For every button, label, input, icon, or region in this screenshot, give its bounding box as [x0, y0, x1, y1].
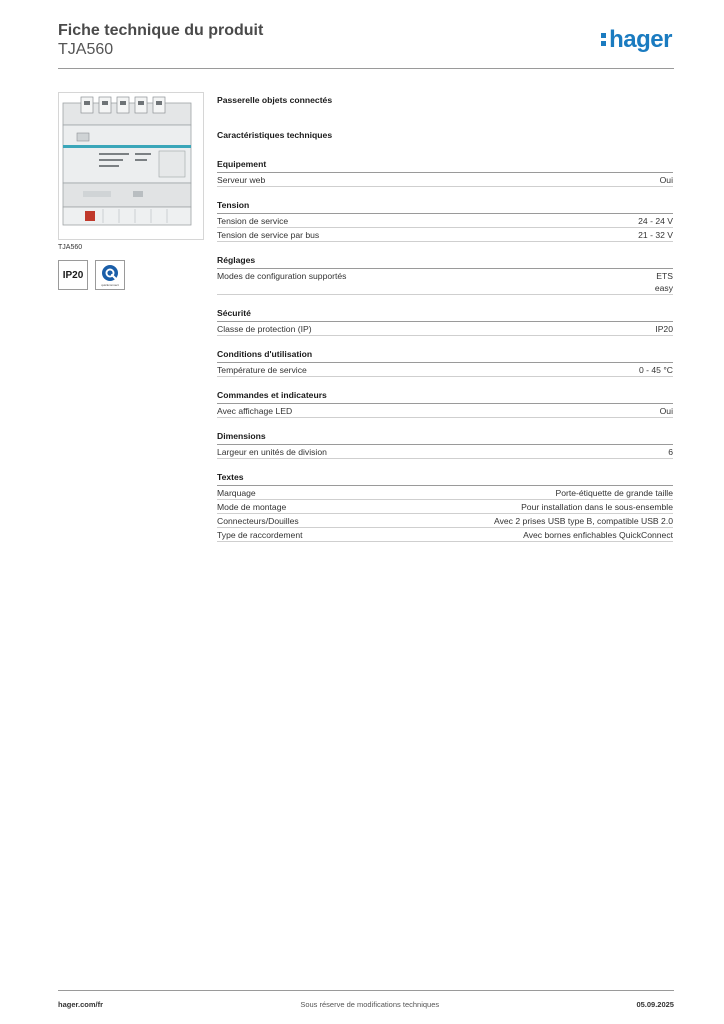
- spec-value: [523, 529, 673, 541]
- spec-value: [638, 215, 673, 227]
- spec-label: Tension de service: [217, 216, 289, 226]
- spec-row: [217, 363, 673, 377]
- spec-value-line: easy: [654, 283, 673, 293]
- quickconnect-label: quickconnect: [101, 282, 119, 287]
- spec-group: [217, 196, 673, 242]
- spec-row: [217, 500, 673, 514]
- page-footer: [58, 990, 674, 1009]
- spec-value: [638, 229, 673, 241]
- spec-label: Mode de montage: [217, 502, 287, 512]
- quickconnect-badge: [95, 260, 125, 290]
- spec-row: [217, 445, 673, 459]
- spec-group-title: Conditions d'utilisation: [217, 345, 673, 363]
- product-visual-column: [58, 92, 204, 290]
- product-badges: [58, 260, 204, 290]
- spec-row: [217, 214, 673, 228]
- spec-row: [217, 173, 673, 187]
- spec-value: [521, 501, 673, 513]
- specifications-column: [217, 92, 673, 551]
- spec-group-title: Réglages: [217, 251, 673, 269]
- spec-label: Température de service: [217, 365, 307, 375]
- spec-group-title: Textes: [217, 468, 673, 486]
- spec-value-line: Oui: [659, 175, 673, 185]
- spec-label: Largeur en unités de division: [217, 447, 327, 457]
- spec-row: [217, 228, 673, 242]
- spec-group-title: Commandes et indicateurs: [217, 386, 673, 404]
- document-title: Fiche technique du produit: [58, 22, 264, 39]
- spec-group: [217, 345, 673, 377]
- footer-website-link[interactable]: hager.com/fr: [58, 1000, 104, 1009]
- spec-value-line: 6: [668, 447, 673, 457]
- spec-group-title: Equipement: [217, 155, 673, 173]
- spec-label: Avec affichage LED: [217, 406, 293, 416]
- spec-value: [639, 364, 673, 376]
- spec-value: [555, 487, 673, 499]
- spec-group: [217, 468, 673, 542]
- spec-value-line: Avec 2 prises USB type B, compatible USB 2.0: [494, 516, 673, 526]
- spec-label: Classe de protection (IP): [217, 324, 312, 334]
- product-caption: TJA560: [58, 244, 83, 251]
- spec-label: Tension de service par bus: [217, 230, 320, 240]
- spec-group-title: Sécurité: [217, 304, 673, 322]
- spec-value: [655, 270, 673, 294]
- spec-value-line: 21 - 32 V: [638, 230, 673, 240]
- spec-value-line: Porte-étiquette de grande taille: [555, 488, 673, 498]
- spec-value: [494, 515, 673, 527]
- spec-row: [217, 486, 673, 500]
- spec-row: [217, 528, 673, 542]
- spec-groups: [217, 155, 673, 542]
- spec-value: [660, 405, 673, 417]
- page-header: [58, 21, 674, 69]
- ip-rating-badge: IP20: [58, 260, 88, 290]
- spec-value-line: ETS: [656, 271, 673, 281]
- spec-row: [217, 269, 673, 295]
- footer-disclaimer: Sous réserve de modifications techniques: [300, 1000, 440, 1009]
- spec-value: [660, 174, 673, 186]
- product-image: [58, 92, 204, 240]
- footer-date: 05.09.2025: [636, 1000, 674, 1009]
- spec-value-line: Pour installation dans le sous-ensemble: [521, 502, 673, 512]
- logo-text: hager: [609, 26, 672, 53]
- spec-label: Marquage: [217, 488, 256, 498]
- spec-value-line: IP20: [655, 324, 673, 334]
- spec-label: Modes de configuration supportés: [217, 271, 347, 281]
- spec-group: [217, 304, 673, 336]
- product-name: Passerelle objets connectés: [217, 95, 333, 105]
- knx-gateway-device-icon: [59, 93, 203, 239]
- spec-value: [668, 446, 673, 458]
- spec-group: [217, 386, 673, 418]
- spec-row: [217, 404, 673, 418]
- hager-logo[interactable]: [601, 27, 672, 53]
- spec-group: [217, 427, 673, 459]
- spec-value-line: Oui: [659, 406, 673, 416]
- spec-value-line: 24 - 24 V: [638, 216, 673, 226]
- spec-group: [217, 251, 673, 295]
- logo-colon-mark: [601, 33, 607, 49]
- spec-value-line: 0 - 45 °C: [638, 365, 673, 375]
- spec-row: [217, 322, 673, 336]
- product-reference: TJA560: [58, 41, 114, 58]
- spec-label: Connecteurs/Douilles: [217, 516, 299, 526]
- spec-group-title: Tension: [217, 196, 673, 214]
- spec-group-title: Dimensions: [217, 427, 673, 445]
- spec-label: Type de raccordement: [217, 530, 303, 540]
- spec-value: [655, 323, 673, 335]
- spec-label: Serveur web: [217, 175, 266, 185]
- spec-row: [217, 514, 673, 528]
- quickconnect-icon: [101, 264, 119, 282]
- spec-group: [217, 155, 673, 187]
- spec-value-line: Avec bornes enfichables QuickConnect: [523, 530, 673, 540]
- section-title: Caractéristiques techniques: [217, 130, 333, 140]
